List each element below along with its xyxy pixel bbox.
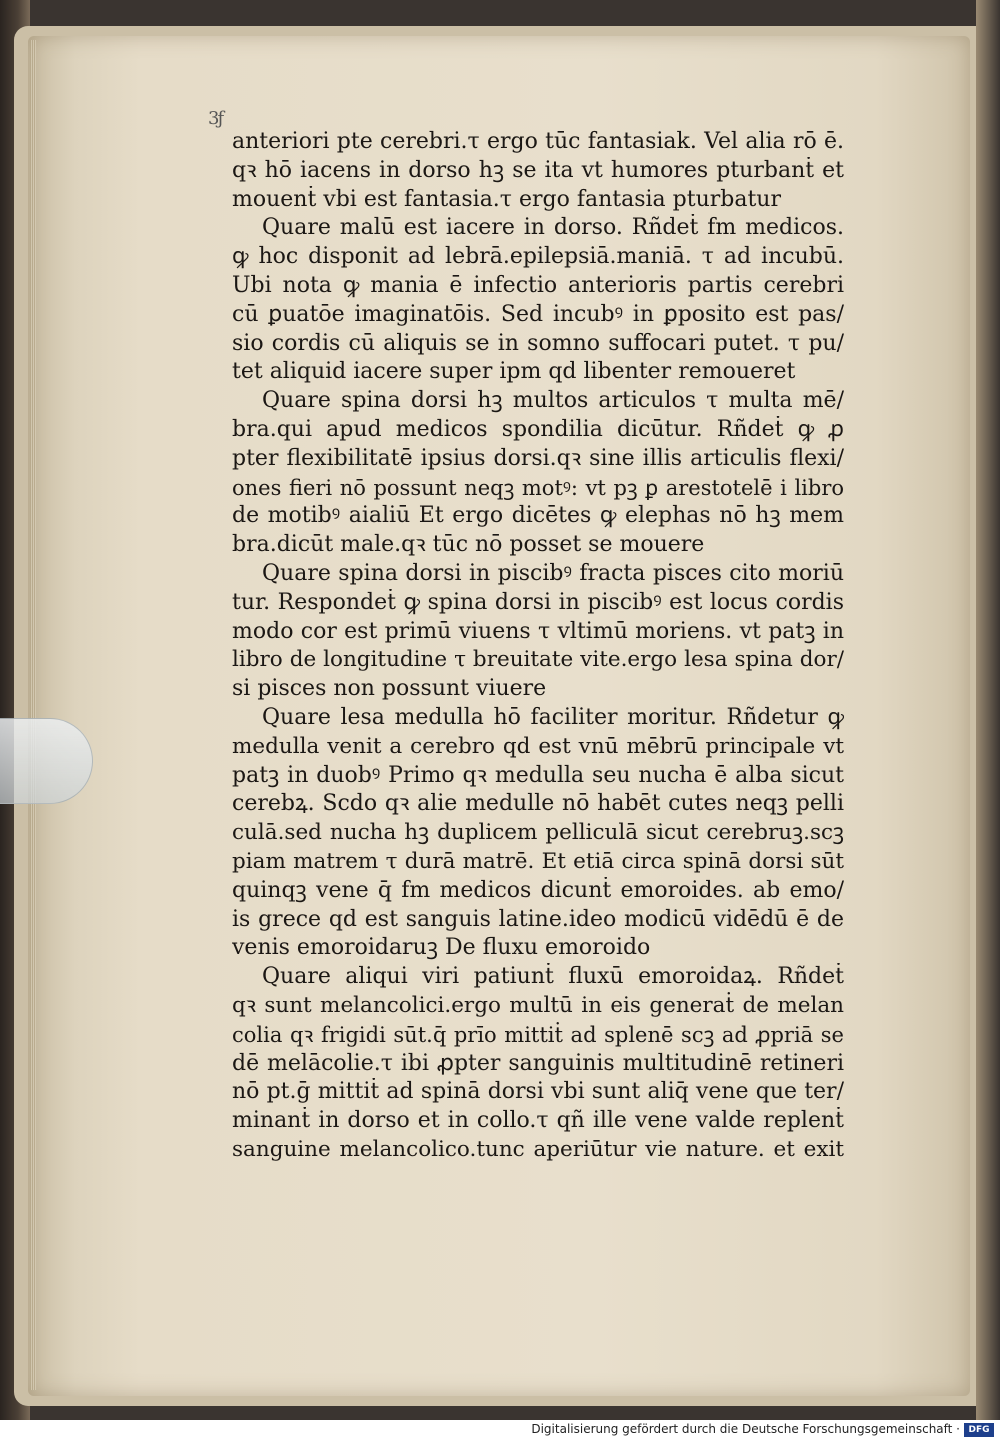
text-line: cū ꝑuatōe imaginatōis. Sed incubꝰ in ꝑposito est pas/ bbox=[232, 301, 844, 327]
text-line: piam matrem τ durā matrē. Et etiā circa spinā dorsi sūt bbox=[232, 848, 844, 874]
text-line: patꝫ in duobꝰ Primo qꝛ medulla seu nucha ē alba sicut bbox=[232, 762, 844, 788]
page-gutter-shadow bbox=[976, 0, 1000, 1420]
text-line: libro de longitudine τ breuitate vite.ergo lesa spina dor/ bbox=[232, 647, 844, 673]
text-line: culā.sed nucha hꝫ duplicem pelliculā sicut cerebruꝫ.scꝫ bbox=[232, 820, 844, 846]
incunable-text-block bbox=[232, 128, 844, 1165]
text-line: qꝛ hō iacens in dorso hꝫ se ita vt humores pturbanṫ et bbox=[232, 157, 844, 183]
text-line: tur. Respondeṫ ꝙ spina dorsi in piscibꝰ est locus cordis bbox=[232, 589, 844, 615]
plastic-clip bbox=[0, 718, 93, 804]
text-line: bra.dicūt male.qꝛ tūc nō posset se mouere bbox=[232, 532, 705, 558]
text-line: pter flexibilitatē ipsius dorsi.qꝛ sine illis articulis flexi/ bbox=[232, 445, 844, 471]
text-line: mouenṫ vbi est fantasia.τ ergo fantasia pturbatur bbox=[232, 186, 781, 212]
text-line: Quare aliqui viri patiunṫ fluxū emoroidaꝝ. Rñdeṫ bbox=[262, 964, 844, 990]
text-line: ones fieri nō possunt neqꝫ motꝰ: vt pꝫ ꝑ arestotelē i libro bbox=[232, 475, 844, 500]
text-line: modo cor est primū viuens τ vltimū moriens. vt patꝫ in bbox=[232, 618, 844, 644]
text-line: quinqꝫ vene q̄ fm medicos dicunṫ emoroides. ab emo/ bbox=[232, 877, 844, 903]
text-line: is grece qd est sanguis latine.ideo modicū vidēdū ē de bbox=[232, 906, 844, 932]
footer-bar bbox=[0, 1420, 1000, 1440]
page-edges bbox=[30, 40, 36, 1390]
text-line: qꝛ sunt melancolici.ergo multū in eis generaṫ de melan bbox=[232, 992, 844, 1018]
text-line: Quare lesa medulla hō faciliter moritur. Rñdetur ꝙ bbox=[262, 704, 844, 730]
text-line: dē melācolie.τ ibi ꝓpter sanguinis multitudinē retineri bbox=[232, 1050, 844, 1076]
text-line: medulla venit a cerebro qd est vnū mēbrū principale vt bbox=[232, 733, 844, 759]
text-line: cerebꝝ. Scdo qꝛ alie medulle nō habēt cutes neqꝫ pelli bbox=[232, 791, 844, 817]
page-marginal-mark: 3ƒ bbox=[208, 108, 223, 129]
text-line: sanguine melancolico.tunc aperiūtur vie nature. et exit bbox=[232, 1136, 844, 1162]
text-line: nō pt.ḡ mittiṫ ad spinā dorsi vbi sunt aliq̄ vene que ter/ bbox=[232, 1079, 844, 1105]
text-line: Quare spina dorsi in piscibꝰ fracta pisces cito moriū bbox=[262, 560, 844, 586]
text-line: si pisces non possunt viuere bbox=[232, 676, 547, 702]
text-line: Quare spina dorsi hꝫ multos articulos τ multa mē/ bbox=[262, 388, 844, 414]
text-line: colia qꝛ frigidi sūt.q̄ prīo mittiṫ ad splenē scꝫ ad ꝓpriā se bbox=[232, 1022, 844, 1047]
text-line: anteriori pte cerebri.τ ergo tūc fantasiak. Vel alia rō ē. bbox=[232, 129, 844, 154]
text-line: Ubi nota ꝙ mania ē infectio anterioris partis cerebri bbox=[232, 272, 844, 298]
dfg-logo: DFG bbox=[964, 1423, 994, 1437]
text-line: de motibꝰ aialiū Et ergo dicētes ꝙ elephas nō hꝫ mem bbox=[232, 503, 844, 529]
text-line: minanṫ in dorso et in collo.τ qñ ille vene valde replenṫ bbox=[232, 1108, 844, 1134]
text-line: sio cordis cū aliquis se in somno suffocari putet. τ pu/ bbox=[232, 330, 844, 356]
funding-credit: Digitalisierung gefördert durch die Deutsche Forschungsgemeinschaft · bbox=[531, 1422, 960, 1436]
text-line: tet aliquid iacere super ipm qd libenter remoueret bbox=[232, 359, 796, 385]
text-line: Quare malū est iacere in dorso. Rñdeṫ fm medicos. bbox=[262, 215, 844, 241]
text-line: venis emoroidaruꝫ De fluxu emoroido bbox=[232, 935, 651, 961]
text-line: ꝙ hoc disponit ad lebrā.epilepsiā.maniā. τ ad incubū. bbox=[232, 244, 844, 270]
text-line: bra.qui apud medicos spondilia dicūtur. Rñdeṫ ꝙ ꝓ bbox=[232, 416, 844, 442]
